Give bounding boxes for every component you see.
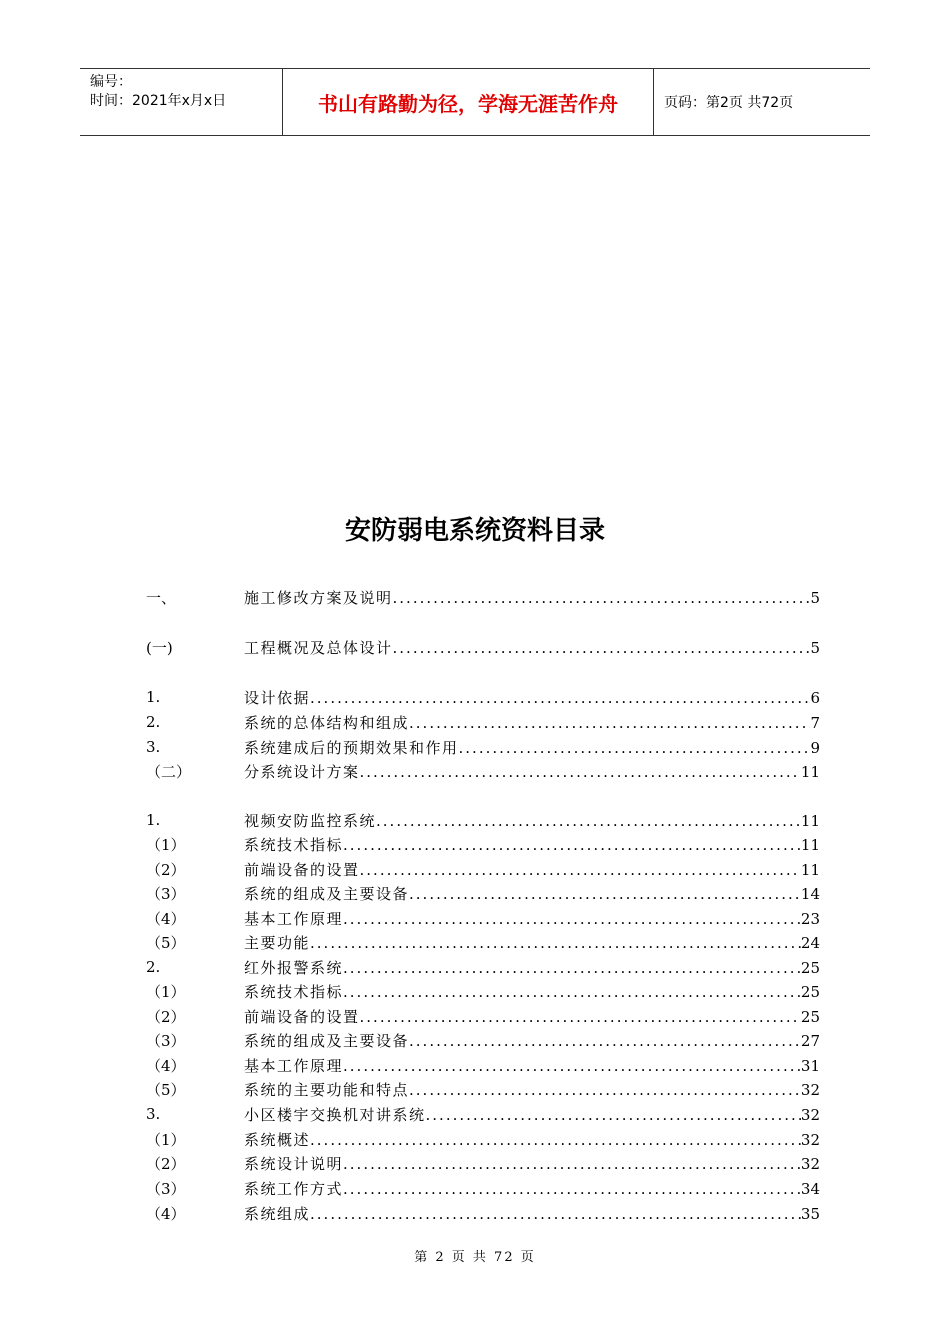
- toc-entry: [146, 1053, 820, 1077]
- toc-entry-line: [244, 908, 820, 929]
- toc-entry-number: 一、: [146, 588, 177, 607]
- toc-entry-page: 32: [800, 1130, 820, 1149]
- toc-entry-line: [244, 761, 820, 782]
- toc-entry-number: （1）: [146, 835, 186, 854]
- toc-entry-line: [244, 1006, 820, 1027]
- toc-entry-number: （2）: [146, 1007, 186, 1026]
- toc-entry-line: [244, 957, 820, 978]
- toc-entry-line: [244, 1079, 820, 1100]
- toc-entry-title: 前端设备的设置: [244, 860, 360, 879]
- toc-entry-number: 3.: [146, 1105, 161, 1123]
- toc-entry-number: （1）: [146, 982, 186, 1001]
- toc-entry-page: 24: [800, 933, 820, 952]
- toc-entry: [146, 857, 820, 881]
- toc-entry-page: 11: [800, 860, 820, 879]
- toc-entry-number: （4）: [146, 1204, 186, 1223]
- toc-entry: [146, 735, 820, 759]
- toc-entry-title: 系统建成后的预期效果和作用: [244, 738, 459, 757]
- toc-dot-leader: [343, 983, 801, 1001]
- toc-dot-leader: [310, 689, 810, 707]
- toc-entry-title: 基本工作原理: [244, 1056, 344, 1075]
- toc-entry: [146, 1201, 820, 1225]
- toc-entry-title: 系统的组成及主要设备: [244, 884, 410, 903]
- toc-entry: [146, 585, 820, 609]
- toc-dot-leader: [343, 959, 801, 977]
- toc-entry-title: 基本工作原理: [244, 909, 344, 928]
- toc-dot-leader: [409, 714, 810, 732]
- toc-entry-number: 1.: [146, 688, 161, 706]
- toc-entry-number: （5）: [146, 933, 186, 952]
- toc-entry-number: 2.: [146, 958, 161, 976]
- toc-entry-title: 视频安防监控系统: [244, 811, 377, 830]
- toc-entry-page: 23: [800, 909, 820, 928]
- toc-entry-title: 系统技术指标: [244, 982, 344, 1001]
- toc-entry-title: 分系统设计方案: [244, 762, 360, 781]
- toc-entry: [146, 1004, 820, 1028]
- toc-entry-line: [244, 981, 820, 1002]
- toc-entry-number: （4）: [146, 909, 186, 928]
- toc-entry-number: 1.: [146, 811, 161, 829]
- toc-entry-page: 35: [800, 1204, 820, 1223]
- toc-dot-leader: [310, 1205, 801, 1223]
- toc-entry-title: 工程概况及总体设计: [244, 638, 393, 657]
- toc-entry-number: （二）: [146, 762, 192, 781]
- toc-dot-leader: [393, 589, 811, 607]
- toc-entry-page: 32: [800, 1080, 820, 1099]
- toc-dot-leader: [360, 861, 801, 879]
- toc-entry: [146, 759, 820, 783]
- toc-entry-number: 2.: [146, 713, 161, 731]
- toc-entry-page: 34: [800, 1179, 820, 1198]
- page-footer: 第 2 页 共 72 页: [414, 1250, 536, 1265]
- header-meta: [80, 69, 282, 135]
- toc-dot-leader: [409, 1081, 801, 1099]
- toc-dot-leader: [343, 836, 801, 854]
- toc-entry-line: [244, 859, 820, 880]
- toc-entry: [146, 979, 820, 1003]
- toc-entry-page: 5: [810, 638, 820, 657]
- toc-entry-page: 32: [800, 1154, 820, 1173]
- toc-dot-leader: [409, 885, 801, 903]
- toc-entry-page: 11: [800, 811, 820, 830]
- toc-entry-page: 7: [810, 713, 820, 732]
- toc-entry-page: 14: [800, 884, 820, 903]
- toc-entry-title: 系统概述: [244, 1130, 311, 1149]
- toc-entry: [146, 955, 820, 979]
- toc-entry-title: 系统的总体结构和组成: [244, 713, 410, 732]
- toc-entry-line: [244, 1153, 820, 1174]
- toc-entry: [146, 1077, 820, 1101]
- toc-dot-leader: [343, 1155, 801, 1173]
- toc-entry-number: （3）: [146, 1179, 186, 1198]
- toc-entry: [146, 930, 820, 954]
- toc-entry: [146, 832, 820, 856]
- toc-entry-number: 3.: [146, 738, 161, 756]
- toc-entry: [146, 1151, 820, 1175]
- toc-entry: [146, 685, 820, 709]
- toc-entry: [146, 1028, 820, 1052]
- toc-entry-page: 11: [800, 762, 820, 781]
- toc-entry-line: [244, 587, 820, 608]
- toc-dot-leader: [310, 1131, 801, 1149]
- toc-entry-title: 前端设备的设置: [244, 1007, 360, 1026]
- toc-entry: [146, 906, 820, 930]
- toc-entry: [146, 1127, 820, 1151]
- toc-entry: [146, 808, 820, 832]
- toc-entry-title: 设计依据: [244, 688, 311, 707]
- toc-entry-line: [244, 1030, 820, 1051]
- toc-dot-leader: [360, 763, 801, 781]
- toc-entry-line: [244, 834, 820, 855]
- toc-entry-number: （1）: [146, 1130, 186, 1149]
- toc-entry-line: [244, 687, 820, 708]
- toc-entry-title: 系统工作方式: [244, 1179, 344, 1198]
- toc-entry-title: 主要功能: [244, 933, 311, 952]
- toc-entry-number: （3）: [146, 1031, 186, 1050]
- toc-entry-page: 25: [800, 958, 820, 977]
- toc-entry-page: 9: [810, 738, 820, 757]
- toc-entry-line: [244, 1104, 820, 1125]
- toc-dot-leader: [343, 910, 801, 928]
- toc-entry-line: [244, 637, 820, 658]
- header-page-info: 页码：第2页 共72页: [664, 95, 794, 111]
- toc-entry-page: 31: [800, 1056, 820, 1075]
- toc-entry-number: （2）: [146, 860, 186, 879]
- toc-entry-line: [244, 1178, 820, 1199]
- toc-entry-line: [244, 712, 820, 733]
- toc-entry-line: [244, 737, 820, 758]
- toc-entry-line: [244, 883, 820, 904]
- toc-entry-title: 系统技术指标: [244, 835, 344, 854]
- toc-entry-number: （2）: [146, 1154, 186, 1173]
- toc-entry-page: 25: [800, 1007, 820, 1026]
- toc-dot-leader: [426, 1106, 801, 1124]
- toc-dot-leader: [343, 1180, 801, 1198]
- toc-entry-page: 11: [800, 835, 820, 854]
- toc-entry-title: 系统的主要功能和特点: [244, 1080, 410, 1099]
- toc-entry: [146, 635, 820, 659]
- toc-entry-title: 系统设计说明: [244, 1154, 344, 1173]
- toc-entry-number: （5）: [146, 1080, 186, 1099]
- toc-entry-number: （3）: [146, 884, 186, 903]
- toc-entry: [146, 710, 820, 734]
- toc-entry-page: 5: [810, 588, 820, 607]
- header-motto: 书山有路勤为径，学海无涯苦作舟: [282, 69, 654, 135]
- page-header: [80, 68, 870, 136]
- toc-entry-line: [244, 1129, 820, 1150]
- document-title: 安防弱电系统资料目录: [344, 516, 605, 546]
- toc-entry-title: 系统的组成及主要设备: [244, 1031, 410, 1050]
- code-label: 编号：: [90, 74, 132, 90]
- toc-entry-title: 系统组成: [244, 1204, 311, 1223]
- toc-entry-page: 32: [800, 1105, 820, 1124]
- toc-dot-leader: [409, 1032, 801, 1050]
- toc-entry: [146, 881, 820, 905]
- toc-entry-title: 红外报警系统: [244, 958, 344, 977]
- toc-entry-line: [244, 932, 820, 953]
- toc-entry-page: 25: [800, 982, 820, 1001]
- toc-dot-leader: [360, 1008, 801, 1026]
- toc-entry-title: 小区楼宇交换机对讲系统: [244, 1105, 426, 1124]
- toc-entry-line: [244, 1203, 820, 1224]
- toc-entry-line: [244, 1055, 820, 1076]
- toc-entry: [146, 1102, 820, 1126]
- time-label: 时间：2021年x月x日: [90, 93, 227, 109]
- toc-entry-page: 6: [810, 688, 820, 707]
- toc-entry-number: （4）: [146, 1056, 186, 1075]
- toc-dot-leader: [343, 1057, 801, 1075]
- toc-dot-leader: [393, 639, 811, 657]
- toc-entry-title: 施工修改方案及说明: [244, 588, 393, 607]
- toc-entry: [146, 1176, 820, 1200]
- toc-entry-page: 27: [800, 1031, 820, 1050]
- toc-dot-leader: [459, 739, 811, 757]
- toc-dot-leader: [310, 934, 801, 952]
- toc-dot-leader: [376, 812, 801, 830]
- toc-entry-number: (一): [146, 638, 173, 657]
- toc-entry-line: [244, 810, 820, 831]
